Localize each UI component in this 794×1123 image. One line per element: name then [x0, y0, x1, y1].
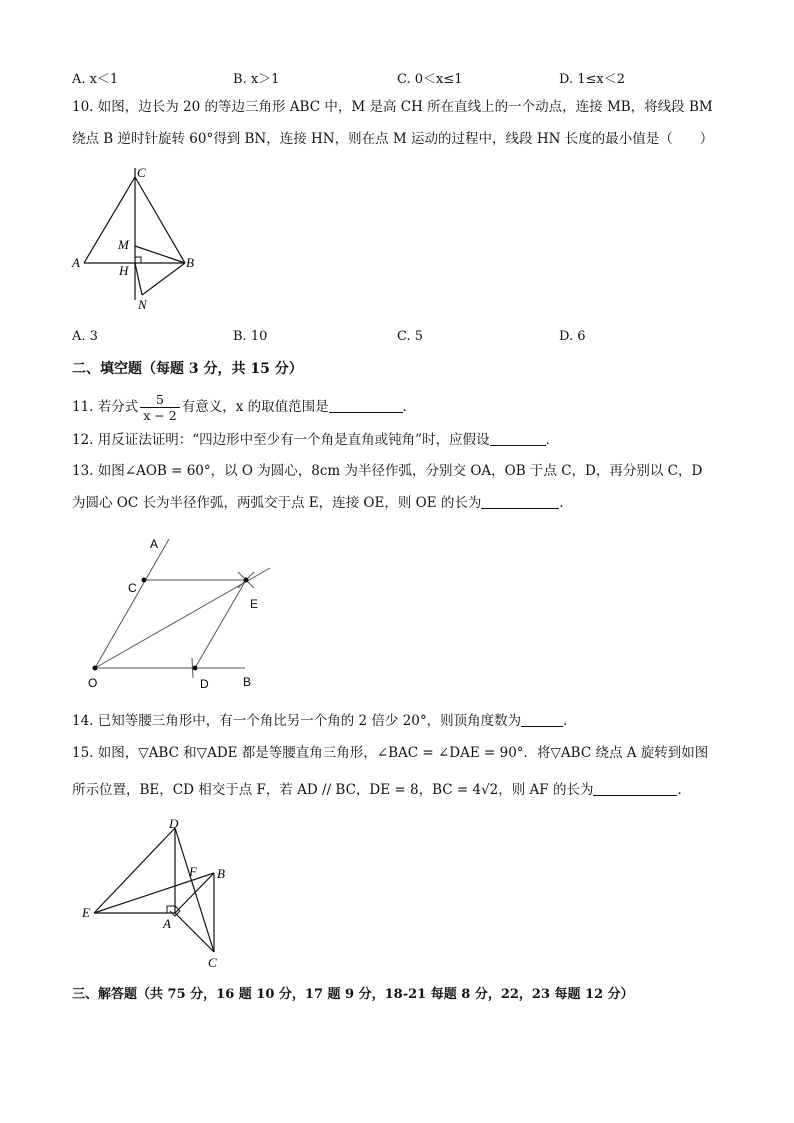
q12-body: 12. 用反证法证明：“四边形中至少有一个角是直角或钝角”时，应假设 — [72, 432, 490, 448]
q10-label-a: A — [72, 255, 80, 270]
q12-end: ． — [545, 432, 560, 448]
q14-end: ． — [563, 713, 577, 729]
q13-point-o — [93, 666, 98, 671]
q13-segment-de — [195, 580, 246, 668]
q10-label-n: N — [138, 297, 147, 312]
q10-label-c: C — [137, 165, 146, 180]
q12-answer-blank[interactable] — [490, 431, 546, 446]
section-3-heading: 三、解答题（共 75 分，16 题 10 分，17 题 9 分，18-21 每题 8 分，22，23 每题 12 分） — [72, 987, 634, 1002]
q13-text-line1: 13. 如图∠AOB = 60°，以 O 为圆心，8cm 为半径作弧，分别交 OA，OB 于点 C，D，再分别以 C，D — [72, 463, 703, 479]
q13-label-o: O — [88, 676, 98, 690]
q15-label-c: C — [208, 955, 217, 970]
q10-option-c: C. 5 — [397, 329, 424, 344]
q10-text-line2: 绕点 B 逆时针旋转 60°得到 BN，连接 HN，则在点 M 运动的过程中，线段 HN 长度的最小值是（ ） — [72, 131, 714, 147]
q15-segment-cd — [175, 828, 214, 952]
q15-side-de — [94, 828, 175, 913]
q10-option-d: D. 6 — [559, 329, 586, 344]
q11-fraction-numerator: 5 — [140, 392, 179, 408]
q15-label-d: D — [169, 816, 179, 831]
q15-label-b: B — [217, 866, 225, 881]
q10-segment-bn — [142, 263, 185, 295]
q10-side-bc — [135, 177, 185, 263]
q9-option-c: C. 0＜x≤1 — [397, 72, 463, 87]
q15-figure — [72, 815, 242, 975]
q10-text-line1: 10. 如图，边长为 20 的等边三角形 ABC 中，M 是高 CH 所在直线上的一个动点，连接 MB，将线段 BM — [72, 99, 713, 115]
section-2-heading: 二、填空题（每题 3 分，共 15 分） — [72, 361, 303, 377]
q11-text — [72, 392, 416, 423]
q14-text — [72, 711, 577, 731]
q13-point-c — [142, 578, 147, 583]
q13-answer-blank[interactable] — [481, 494, 559, 509]
q10-label-h: H — [119, 263, 129, 278]
q9-option-a: A. x＜1 — [72, 72, 119, 87]
q13-ray-oa — [95, 539, 169, 668]
q15-label-e: E — [82, 905, 90, 920]
q15-line2-body: 所示位置，BE，CD 相交于点 F，若 AD // BC，DE = 8，BC = 4√2，则 AF 的长为 — [72, 782, 594, 798]
q9-option-b: B. x＞1 — [233, 72, 280, 87]
q10-segment-hn — [135, 263, 142, 295]
q10-option-b: B. 10 — [233, 329, 268, 344]
q14-answer-blank[interactable] — [521, 712, 563, 727]
q15-answer-blank[interactable] — [593, 781, 677, 796]
q13-label-c: C — [128, 581, 137, 595]
q9-option-d: D. 1≤x＜2 — [559, 72, 625, 87]
q11-end: ． — [402, 399, 417, 415]
q10-right-angle-mark — [135, 257, 141, 263]
q13-text-line2 — [72, 493, 573, 513]
q11-fraction — [140, 392, 179, 423]
q12-text — [72, 430, 559, 450]
q15-label-a: A — [163, 916, 171, 931]
q11-fraction-denominator: x − 2 — [143, 408, 177, 423]
q13-label-b: B — [243, 675, 252, 689]
q13-end: ． — [559, 495, 573, 511]
q13-label-d: D — [200, 677, 209, 691]
q15-label-f: F — [189, 864, 197, 879]
q11-suffix: 有意义，x 的取值范围是 — [181, 399, 329, 415]
q15-end: ． — [677, 782, 691, 798]
q11-answer-blank[interactable] — [329, 398, 403, 413]
q10-segment-mb — [135, 246, 185, 263]
q13-point-e — [244, 578, 249, 583]
q13-label-a: A — [150, 537, 159, 551]
q13-point-d — [193, 666, 198, 671]
q10-option-a: A. 3 — [72, 329, 98, 344]
q10-label-m: M — [118, 237, 129, 252]
q13-figure — [80, 530, 280, 695]
q10-figure — [60, 160, 220, 320]
q15-text-line1: 15. 如图，▽ABC 和▽ADE 都是等腰直角三角形，∠BAC = ∠DAE = 90°．将▽ABC 绕点 A 旋转到如图 — [72, 745, 709, 761]
q11-prefix: 11. 若分式 — [72, 399, 139, 415]
q13-label-e: E — [250, 597, 259, 611]
q13-line2-body: 为圆心 OC 长为半径作弧，两弧交于点 E，连接 OE，则 OE 的长为 — [72, 495, 482, 511]
q10-label-b: B — [186, 255, 194, 270]
q14-body: 14. 已知等腰三角形中，有一个角比另一个角的 2 倍少 20°，则顶角度数为 — [72, 713, 522, 729]
q15-text-line2 — [72, 780, 691, 800]
